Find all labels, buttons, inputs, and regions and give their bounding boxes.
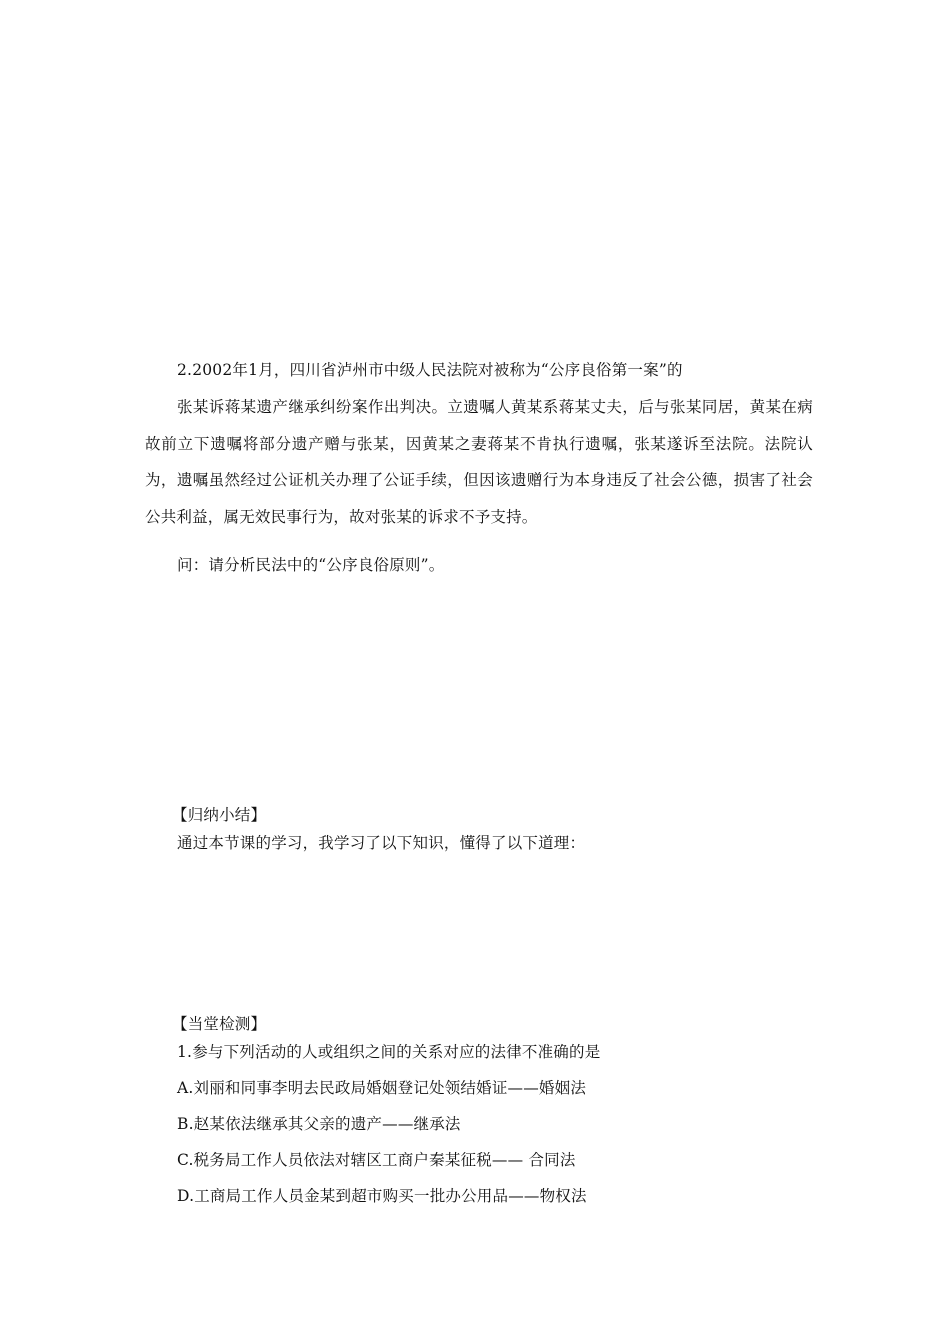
option-c: C.税务局工作人员依法对辖区工商户秦某征税—— 合同法 bbox=[177, 1151, 576, 1169]
option-b: B.赵某依法继承其父亲的遗产——继承法 bbox=[177, 1115, 461, 1133]
case-2-body: 张某诉蒋某遗产继承纠纷案作出判决。立遗嘱人黄某系蒋某丈夫，后与张某同居，黄某在病故前立下遗嘱将部分遗产赠与张某，因黄某之妻蒋某不肯执行遗嘱，张某遂诉至法院。法院认为，遗嘱虽然经过公证机关办理了公证手续，但因该遗赠行为本身违反了社会公德，损害了社会公共利益，属无效民事行为，故对张某的诉求不予支持。 bbox=[145, 398, 813, 526]
case-2-first-line: 2.2002年1月，四川省泸州市中级人民法院对被称为“公序良俗第一案”的 bbox=[177, 361, 683, 379]
option-a: A.刘丽和同事李明去民政局婚姻登记处领结婚证——婚姻法 bbox=[177, 1079, 587, 1097]
test-heading: 【当堂检测】 bbox=[172, 1015, 267, 1033]
test-question: 1.参与下列活动的人或组织之间的关系对应的法律不准确的是 bbox=[177, 1043, 601, 1061]
case-2-question: 问：请分析民法中的“公序良俗原则”。 bbox=[177, 556, 445, 574]
summary-heading: 【归纳小结】 bbox=[172, 806, 267, 824]
option-d: D.工商局工作人员金某到超市购买一批办公用品——物权法 bbox=[177, 1187, 587, 1205]
summary-text: 通过本节课的学习，我学习了以下知识，懂得了以下道理： bbox=[177, 834, 586, 852]
